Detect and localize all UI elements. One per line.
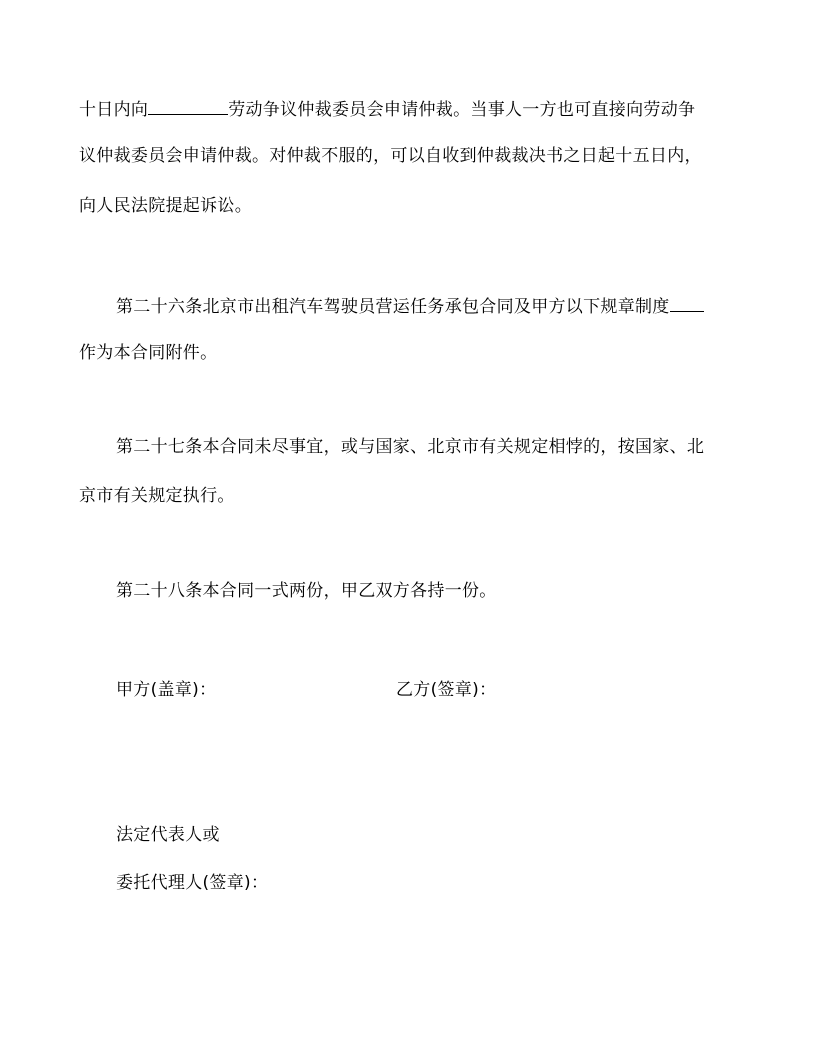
article-27-line: 第二十七条本合同未尽事宜，或与国家、北京市有关规定相悖的，按国家、北 [116,437,705,457]
fill-in-blank [148,98,228,115]
party-a-seal-label: 甲方(盖章)： [116,680,217,700]
authorized-agent-label: 委托代理人(签章)： [116,873,269,893]
paragraph-line: 议仲裁委员会申请仲裁。对仲裁不服的，可以自收到仲裁裁决书之日起十五日内， [79,146,702,166]
text-segment: 第二十六条北京市出租汽车驾驶员营运任务承包合同及甲方以下规章制度 [116,297,670,317]
article-28-line: 第二十八条本合同一式两份，甲乙双方各持一份。 [116,581,497,601]
fill-in-blank [670,295,704,312]
paragraph-line: 向人民法院提起诉讼。 [79,196,252,216]
article-27-line: 京市有关规定执行。 [79,486,235,506]
text-segment: 十日内向 [79,100,149,120]
article-26-line [116,295,704,317]
text-segment: 劳动争议仲裁委员会申请仲裁。当事人一方也可直接向劳动争 [228,100,696,120]
legal-representative-label: 法定代表人或 [116,825,220,845]
party-b-sign-label: 乙方(签章)： [396,680,497,700]
article-26-line: 作为本合同附件。 [79,343,218,363]
paragraph-line [79,98,695,120]
